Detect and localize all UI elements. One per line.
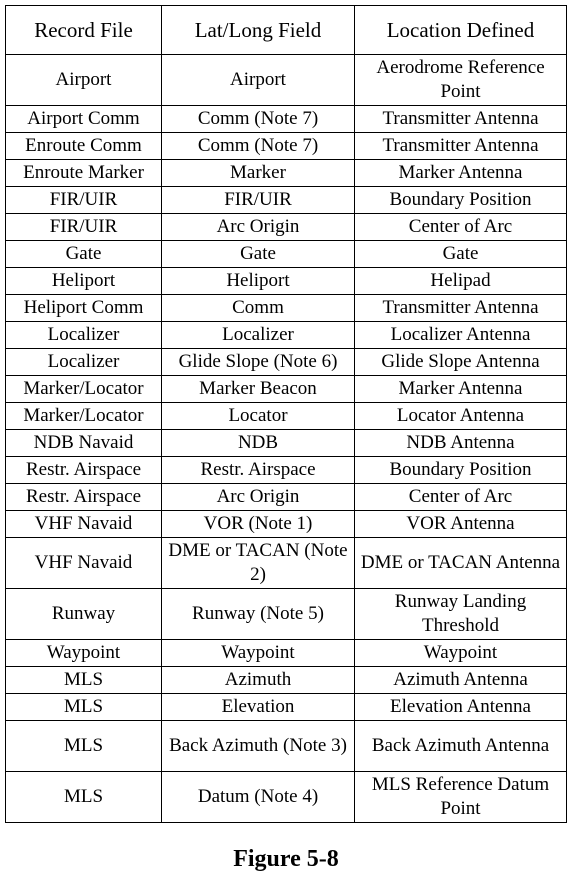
table-row (6, 295, 567, 322)
cell-lat-long-field: Gate (162, 241, 355, 268)
cell-record-file: Localizer (6, 349, 162, 376)
cell-record-file: Localizer (6, 322, 162, 349)
cell-record-file: MLS (6, 667, 162, 694)
cell-record-file: Restr. Airspace (6, 457, 162, 484)
cell-lat-long-field: Glide Slope (Note 6) (162, 349, 355, 376)
table-row (6, 133, 567, 160)
cell-location-defined: Elevation Antenna (355, 694, 567, 721)
cell-location-defined: Locator Antenna (355, 403, 567, 430)
cell-location-defined: Boundary Position (355, 187, 567, 214)
header-lat-long-field: Lat/Long Field (162, 6, 355, 55)
cell-lat-long-field: FIR/UIR (162, 187, 355, 214)
table-row (6, 457, 567, 484)
cell-record-file: FIR/UIR (6, 187, 162, 214)
table-row (6, 214, 567, 241)
cell-location-defined: Transmitter Antenna (355, 106, 567, 133)
cell-lat-long-field: Marker (162, 160, 355, 187)
table-row (6, 430, 567, 457)
cell-lat-long-field: Heliport (162, 268, 355, 295)
cell-location-defined: Gate (355, 241, 567, 268)
cell-record-file: Airport (6, 55, 162, 106)
cell-lat-long-field: Locator (162, 403, 355, 430)
table-row (6, 721, 567, 772)
cell-location-defined: Waypoint (355, 640, 567, 667)
table-row (6, 538, 567, 589)
cell-lat-long-field: Arc Origin (162, 484, 355, 511)
cell-location-defined: Runway Landing Threshold (355, 589, 567, 640)
table-row (6, 484, 567, 511)
cell-lat-long-field: Elevation (162, 694, 355, 721)
cell-location-defined: Center of Arc (355, 214, 567, 241)
cell-lat-long-field: Airport (162, 55, 355, 106)
cell-record-file: Restr. Airspace (6, 484, 162, 511)
cell-location-defined: Localizer Antenna (355, 322, 567, 349)
cell-lat-long-field: VOR (Note 1) (162, 511, 355, 538)
cell-lat-long-field: Comm (Note 7) (162, 106, 355, 133)
cell-record-file: VHF Navaid (6, 511, 162, 538)
cell-record-file: MLS (6, 772, 162, 823)
cell-location-defined: NDB Antenna (355, 430, 567, 457)
cell-lat-long-field: NDB (162, 430, 355, 457)
table-row (6, 349, 567, 376)
cell-lat-long-field: Comm (162, 295, 355, 322)
cell-record-file: FIR/UIR (6, 214, 162, 241)
cell-lat-long-field: Marker Beacon (162, 376, 355, 403)
cell-record-file: Enroute Comm (6, 133, 162, 160)
cell-location-defined: VOR Antenna (355, 511, 567, 538)
cell-location-defined: Helipad (355, 268, 567, 295)
cell-location-defined: Boundary Position (355, 457, 567, 484)
cell-lat-long-field: Datum (Note 4) (162, 772, 355, 823)
table-row (6, 55, 567, 106)
cell-lat-long-field: Waypoint (162, 640, 355, 667)
cell-record-file: MLS (6, 694, 162, 721)
cell-record-file: NDB Navaid (6, 430, 162, 457)
table-row (6, 241, 567, 268)
cell-lat-long-field: Azimuth (162, 667, 355, 694)
cell-location-defined: Glide Slope Antenna (355, 349, 567, 376)
table-row (6, 187, 567, 214)
cell-record-file: Enroute Marker (6, 160, 162, 187)
header-location-defined: Location Defined (355, 6, 567, 55)
table-row (6, 667, 567, 694)
cell-location-defined: Marker Antenna (355, 160, 567, 187)
table-row (6, 640, 567, 667)
header-record-file: Record File (6, 6, 162, 55)
cell-lat-long-field: Back Azimuth (Note 3) (162, 721, 355, 772)
figure-caption: Figure 5-8 (233, 846, 339, 872)
cell-location-defined: Center of Arc (355, 484, 567, 511)
cell-record-file: Airport Comm (6, 106, 162, 133)
cell-location-defined: Transmitter Antenna (355, 295, 567, 322)
table-row (6, 403, 567, 430)
cell-location-defined: Marker Antenna (355, 376, 567, 403)
cell-record-file: Heliport (6, 268, 162, 295)
table-row (6, 160, 567, 187)
table-row (6, 511, 567, 538)
cell-location-defined: Aerodrome Reference Point (355, 55, 567, 106)
cell-record-file: Marker/Locator (6, 403, 162, 430)
cell-record-file: Runway (6, 589, 162, 640)
cell-record-file: MLS (6, 721, 162, 772)
table-header-row (6, 6, 567, 55)
location-definition-table (5, 5, 567, 823)
table-row (6, 376, 567, 403)
cell-lat-long-field: Comm (Note 7) (162, 133, 355, 160)
table-row (6, 268, 567, 295)
cell-lat-long-field: Arc Origin (162, 214, 355, 241)
table-row (6, 106, 567, 133)
table-row (6, 589, 567, 640)
cell-location-defined: Azimuth Antenna (355, 667, 567, 694)
cell-location-defined: MLS Reference Datum Point (355, 772, 567, 823)
table-row (6, 694, 567, 721)
cell-lat-long-field: Localizer (162, 322, 355, 349)
cell-lat-long-field: Runway (Note 5) (162, 589, 355, 640)
cell-lat-long-field: Restr. Airspace (162, 457, 355, 484)
cell-record-file: VHF Navaid (6, 538, 162, 589)
cell-location-defined: Transmitter Antenna (355, 133, 567, 160)
cell-record-file: Gate (6, 241, 162, 268)
table-row (6, 772, 567, 823)
cell-record-file: Waypoint (6, 640, 162, 667)
cell-record-file: Heliport Comm (6, 295, 162, 322)
table-row (6, 322, 567, 349)
cell-lat-long-field: DME or TACAN (Note 2) (162, 538, 355, 589)
cell-location-defined: DME or TACAN Antenna (355, 538, 567, 589)
cell-record-file: Marker/Locator (6, 376, 162, 403)
cell-location-defined: Back Azimuth Antenna (355, 721, 567, 772)
